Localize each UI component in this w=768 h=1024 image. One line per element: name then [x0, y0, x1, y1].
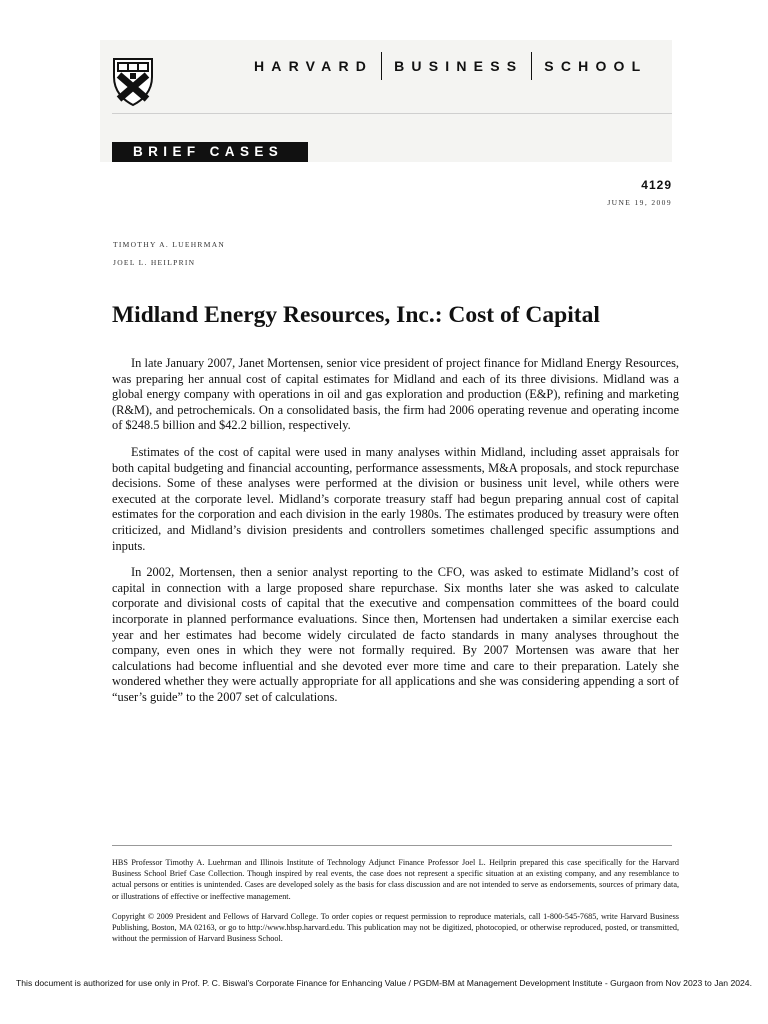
wordmark-school: SCHOOL — [544, 58, 648, 74]
hbs-wordmark — [254, 55, 647, 77]
body-paragraph: In late January 2007, Janet Mortensen, senior vice president of project finance for Midland Energy Resources, was preparing her annual cost of capital estimates for Midland and each of its three divisions. Midland was a global energy company with operations in oil and gas exploration and production (E&P), refining and marketing (R&M), and petrochemicals. On a consolidated basis, the firm had 2006 operating revenue and operating income of $248.5 billion and $42.2 billion, respectively. — [112, 356, 679, 433]
wordmark-divider — [531, 52, 532, 80]
author-name: JOEL L. HEILPRIN — [113, 258, 196, 267]
author-name: TIMOTHY A. LUEHRMAN — [113, 240, 226, 249]
body-paragraph: In 2002, Mortensen, then a senior analyst reporting to the CFO, was asked to estimate Midland’s cost of capital in connection with a large proposed share repurchase. Six months later she was asked to calculate corporate and divisional costs of capital that the executive and compensation committees of the board could incorporate in planned performance evaluations. Since then, Mortensen had undertaken a similar exercise each year and her estimates had become widely circulated de facto standards in many analyses throughout the company, even ones in which they were not formally required. By 2007 Mortensen was aware that her calculations had become influential and she devoted ever more time and care to their preparation. Lately she wondered whether they were actually appropriate for all applications and she was considering appending a sort of “user’s guide” to the 2007 set of calculations. — [112, 565, 679, 704]
body-paragraph: Estimates of the cost of capital were used in many analyses within Midland, including asset appraisals for both capital budgeting and financial accounting, performance assessments, M&A proposals, and stock repurchase decisions. Some of these analyses were performed at the division or business unit level, while others were executed at the corporate level. Midland’s corporate treasury staff had begun preparing annual cost of capital estimates for the corporation and each division in the early 1980s. The estimates produced by treasury were often criticized, and Midland’s division presidents and controllers sometimes challenged specific assumptions and inputs. — [112, 444, 679, 553]
series-label: BRIEF CASES — [112, 142, 308, 162]
body-text — [112, 356, 679, 716]
copyright-note: Copyright © 2009 President and Fellows of Harvard College. To order copies or request permission to reproduce materials, call 1-800-545-7685, write Harvard Business Publishing, Boston, MA 02163, or go to http://www.hbsp.harvard.edu. This publication may not be digitized, photocopied, or otherwise reproduced, posted, or transmitted, without the permission of Harvard Business School. — [112, 912, 679, 944]
hbs-shield-icon — [111, 57, 155, 107]
case-number: 4129 — [641, 178, 672, 192]
authorship-note: HBS Professor Timothy A. Luehrman and Illinois Institute of Technology Adjunct Finance Professor Joel L. Heilprin prepared this case specifically for the Harvard Business School Brief Case Collection. Though inspired by real events, the case does not represent a specific situation at an existing company, and any resemblance to actual persons or entities is unintended. Cases are developed solely as the basis for class discussion and are not intended to serve as endorsements, sources of primary data, or illustrations of effective or ineffective management. — [112, 858, 679, 901]
authorization-notice: This document is authorized for use only in Prof. P. C. Biswal's Corporate Finance for Enhancing Value / PGDM-BM at Management Development Institute - Gurgaon from Nov 2023 to Jan 2024. — [16, 978, 752, 988]
wordmark-business: BUSINESS — [394, 58, 524, 74]
header-rule — [112, 113, 672, 114]
case-date: JUNE 19, 2009 — [607, 198, 672, 207]
wordmark-divider — [381, 52, 382, 80]
footnote-rule — [112, 845, 672, 846]
case-title: Midland Energy Resources, Inc.: Cost of Capital — [112, 302, 600, 328]
wordmark-harvard: HARVARD — [254, 58, 374, 74]
